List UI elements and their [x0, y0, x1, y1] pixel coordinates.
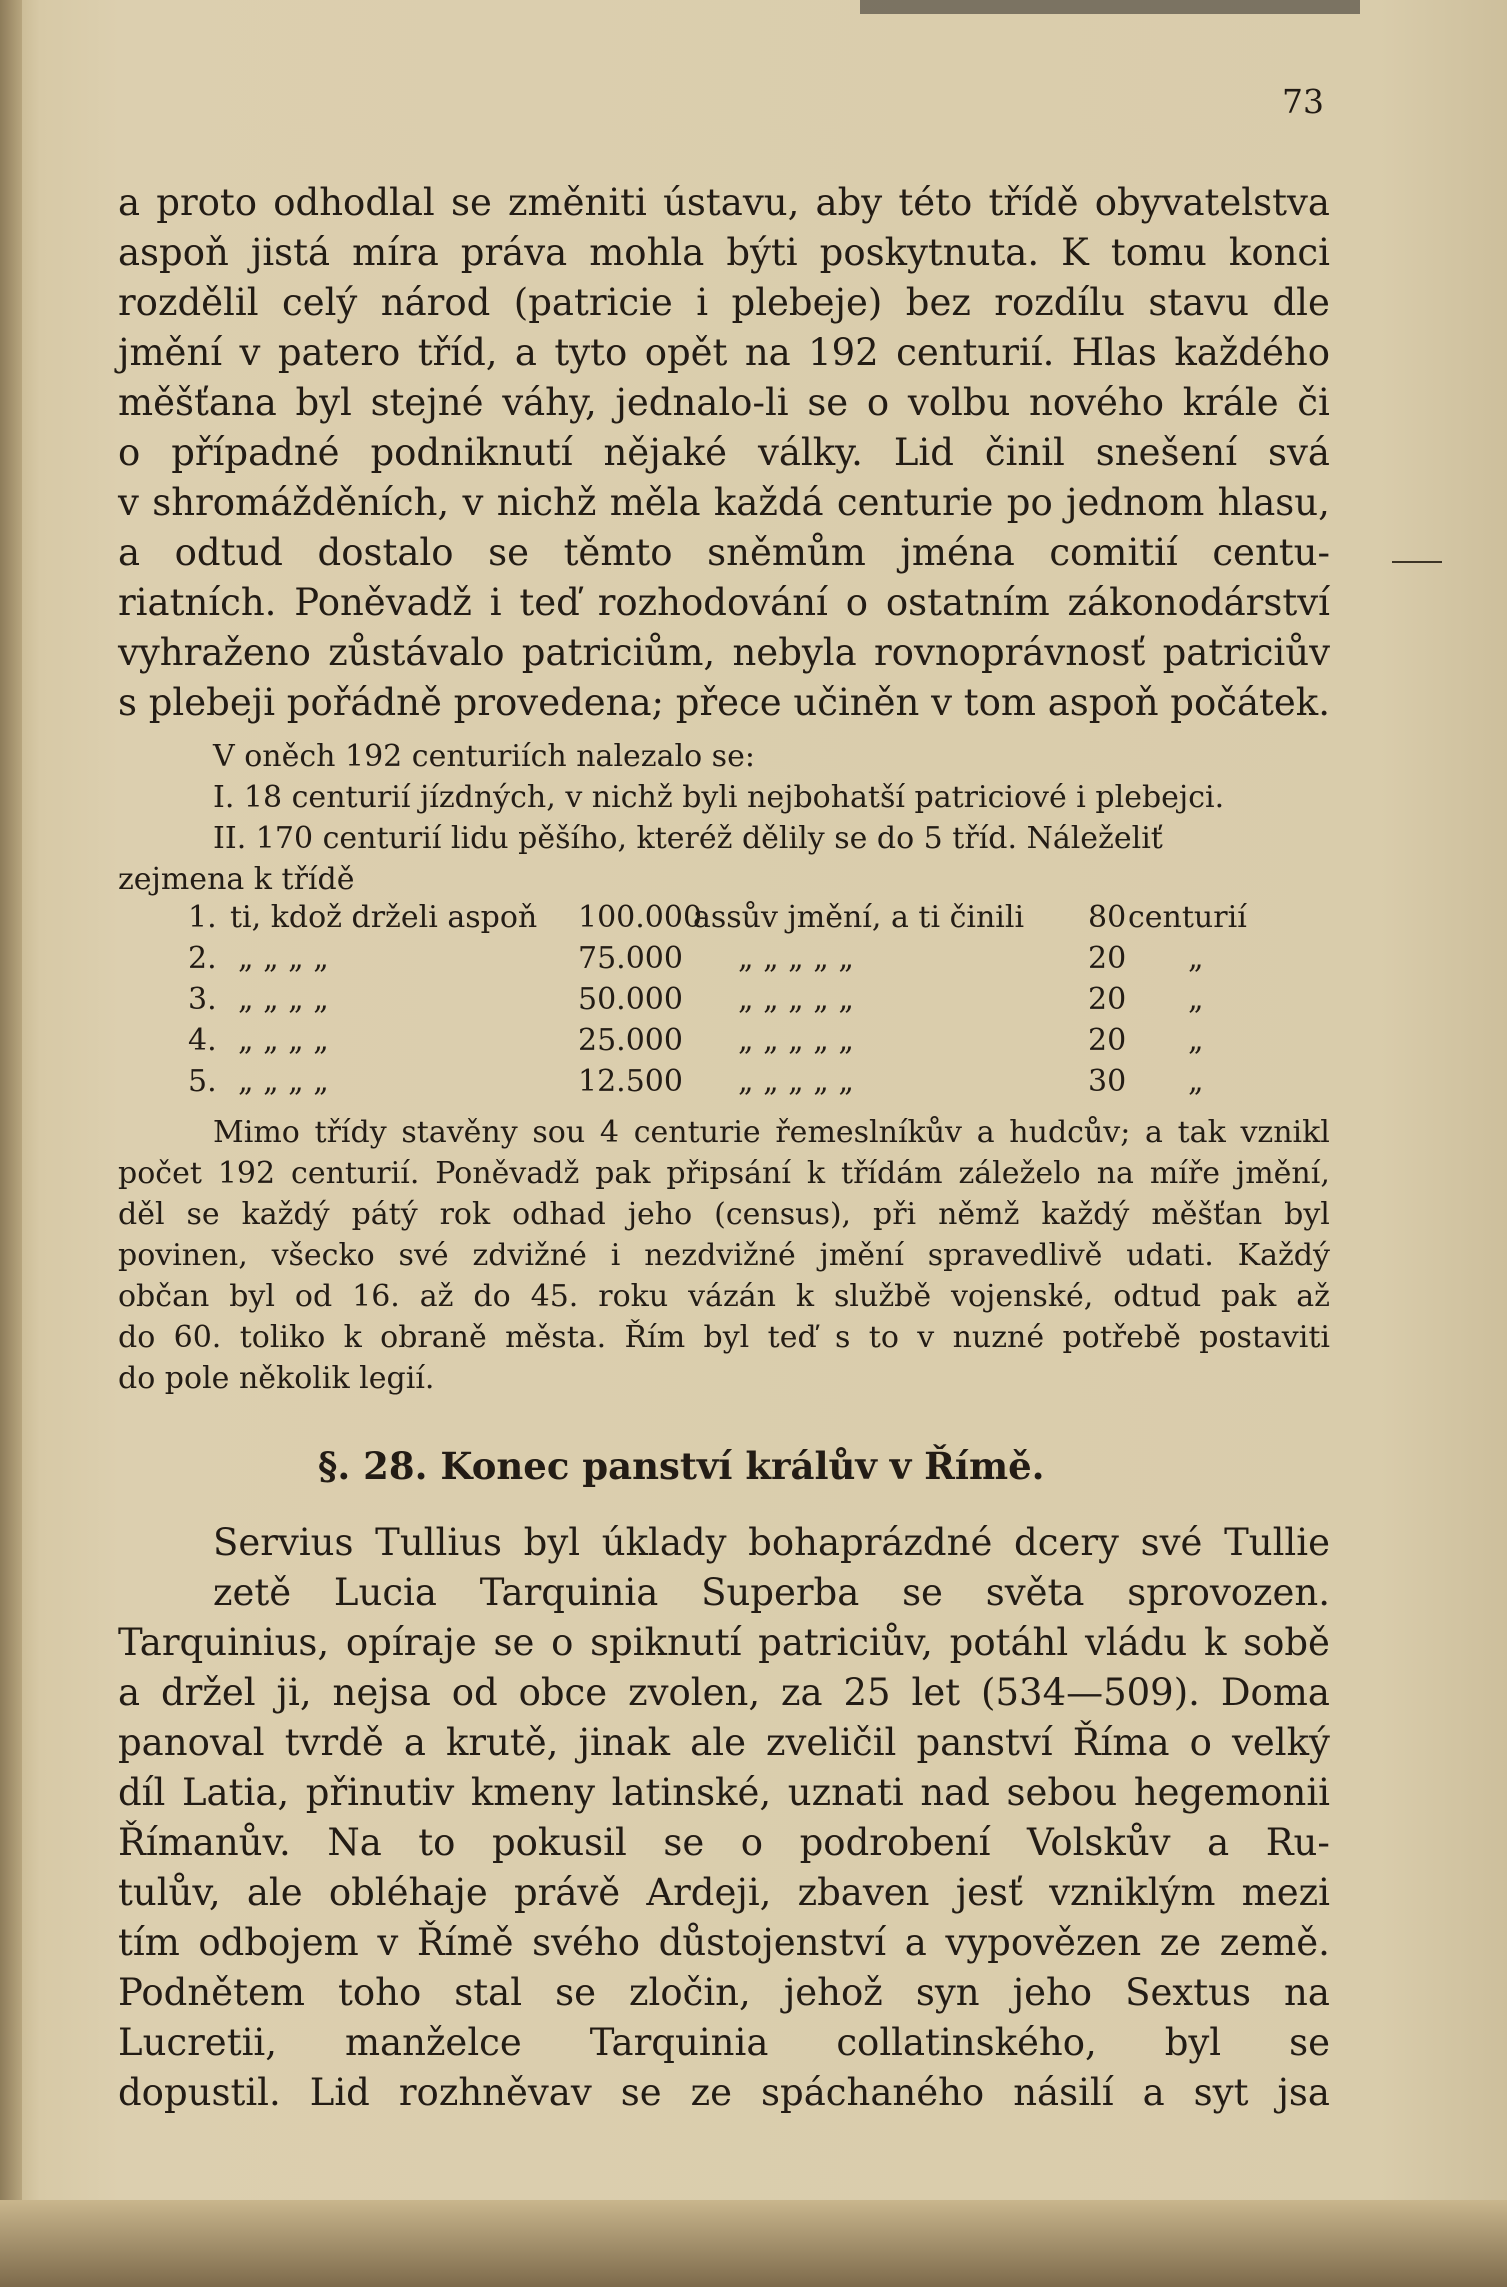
- line-text: jmění v patero tříd, a tyto opět na 192 centurií. Hlas každého: [118, 331, 1330, 374]
- text-line: [118, 1194, 1330, 1235]
- text-line: [118, 1968, 1330, 2018]
- line-text: Římanův. Na to pokusil se o podrobení Volskův a Ru-: [118, 1821, 1330, 1864]
- line-text: počet 192 centurií. Poněvadž pak připsání k třídám záleželo na míře jmění,: [118, 1156, 1330, 1191]
- small-print-2: [118, 1112, 1330, 1399]
- line-text: Mimo třídy stavěny sou 4 centurie řemeslníkův a hudcův; a tak vznikl: [213, 1115, 1330, 1150]
- class-amount: 50.000: [578, 982, 683, 1017]
- line-text: tulův, ale obléhaje právě Ardeji, zbaven jesť vzniklým mezi: [118, 1871, 1330, 1914]
- text-line: [118, 1668, 1330, 1718]
- page-bottom-edge: [0, 2200, 1507, 2287]
- class-count: 80: [1088, 900, 1127, 935]
- small-print-1: [118, 736, 1330, 900]
- class-amount: 12.500: [578, 1064, 683, 1099]
- book-binding-edge: [0, 0, 22, 2287]
- line-text: o případné podniknutí nějaké války. Lid činil snešení svá: [118, 431, 1330, 474]
- text-line: [118, 1112, 1330, 1153]
- line-text: Servius Tullius byl úklady bohaprázdné dcery své Tullie: [213, 1521, 1330, 1564]
- line-text: a držel ji, nejsa od obce zvolen, za 25 let (534—509). Doma: [118, 1671, 1330, 1714]
- text-line: [118, 1235, 1330, 1276]
- line-text: rozdělil celý národ (patricie i plebeje) bez rozdílu stavu dle: [118, 281, 1330, 324]
- class-number: 5.: [188, 1064, 217, 1099]
- class-ditto: „: [1188, 941, 1204, 976]
- class-number: 3.: [188, 982, 217, 1017]
- line-text: riatních. Poněvadž i teď rozhodování o ostatním zákonodárství: [118, 581, 1330, 624]
- text-line: [118, 178, 1330, 228]
- line-text: dopustil. Lid rozhněvav se ze spáchaného násilí a syt jsa: [118, 2071, 1330, 2114]
- line-text: Tarquinius, opíraje se o spiknutí patriciův, potáhl vládu k sobě: [118, 1621, 1330, 1664]
- text-line: [118, 2068, 1330, 2118]
- text-line: [118, 1153, 1330, 1194]
- class-amount: 25.000: [578, 1023, 683, 1058]
- class-ditto: „: [1188, 982, 1204, 1017]
- paragraph-2: [118, 1518, 1330, 2118]
- line-text: povinen, všecko své zdvižné i nezdvižné jmění spravedlivě udati. Každý: [118, 1238, 1330, 1273]
- class-ditto: „: [1188, 1064, 1204, 1099]
- text-line: [118, 2018, 1330, 2068]
- class-ditto: „ „ „ „ „: [738, 1064, 854, 1099]
- class-ditto: „ „ „ „: [238, 1064, 329, 1099]
- text-line: [118, 478, 1330, 528]
- text-line: [118, 528, 1330, 578]
- class-ditto: „ „ „ „: [238, 941, 329, 976]
- class-count: 20: [1088, 1023, 1127, 1058]
- line-text: a proto odhodlal se změniti ústavu, aby této třídě obyvatelstva: [118, 181, 1330, 224]
- line-text: Podnětem toho stal se zločin, jehož syn jeho Sextus na: [118, 1971, 1330, 2014]
- text-line: [118, 578, 1330, 628]
- line-text: a odtud dostalo se těmto sněmům jména comitií centu-: [118, 531, 1330, 574]
- class-tail: assův jmění, a ti činili: [693, 900, 1025, 935]
- line-text: tím odbojem v Římě svého důstojenství a vypovězen ze země.: [118, 1921, 1330, 1964]
- small-line: I. 18 centurií jízdných, v nichž byli nejbohatší patriciové i plebejci.: [213, 780, 1225, 815]
- class-number: 2.: [188, 941, 217, 976]
- line-text: vyhraženo zůstávalo patriciům, nebyla rovnoprávnosť patriciův: [118, 631, 1330, 674]
- text-line: [118, 428, 1330, 478]
- class-ditto: „ „ „ „: [238, 982, 329, 1017]
- text-line: [118, 678, 1330, 728]
- line-text: děl se každý pátý rok odhad jeho (census), při němž každý měšťan byl: [118, 1197, 1330, 1232]
- text-line: [118, 1518, 1330, 1568]
- class-ditto: „: [1188, 1023, 1204, 1058]
- class-text: ti, kdož drželi aspoň: [230, 900, 538, 935]
- text-line: [118, 1358, 1330, 1399]
- line-text: panoval tvrdě a krutě, jinak ale zveličil panství Říma o velký: [118, 1721, 1330, 1764]
- line-text: v shromážděních, v nichž měla každá centurie po jednom hlasu,: [118, 481, 1330, 524]
- text-line: [118, 328, 1330, 378]
- top-shadow-band: [860, 0, 1360, 14]
- line-text: do pole několik legií.: [118, 1361, 435, 1396]
- text-line: [118, 278, 1330, 328]
- small-line: V oněch 192 centuriích nalezalo se:: [213, 739, 755, 774]
- text-line: [118, 1768, 1330, 1818]
- text-line: [118, 1718, 1330, 1768]
- class-amount: 100.000: [578, 900, 703, 935]
- class-count: 20: [1088, 982, 1127, 1017]
- line-text: díl Latia, přinutiv kmeny latinské, uznati nad sebou hegemonii: [118, 1771, 1330, 1814]
- class-amount: 75.000: [578, 941, 683, 976]
- page-number: 73: [1282, 82, 1324, 121]
- text-line: [118, 1568, 1330, 1618]
- line-text: aspoň jistá míra práva mohla býti poskytnuta. K tomu konci: [118, 231, 1330, 274]
- text-line: [118, 1276, 1330, 1317]
- class-count: 30: [1088, 1064, 1127, 1099]
- text-line: [118, 228, 1330, 278]
- class-ditto: „ „ „ „ „: [738, 1023, 854, 1058]
- line-text: občan byl od 16. až do 45. roku vázán k službě vojenské, odtud pak až: [118, 1279, 1330, 1314]
- text-line: [118, 378, 1330, 428]
- class-ditto: „ „ „ „ „: [738, 982, 854, 1017]
- line-text: měšťana byl stejné váhy, jednalo-li se o volbu nového krále či: [118, 381, 1330, 424]
- small-line: zejmena k třídě: [118, 862, 355, 897]
- small-line: II. 170 centurií lidu pěšího, kteréž dělily se do 5 tříd. Náleželiť: [213, 821, 1163, 856]
- line-text: zetě Lucia Tarquinia Superba se světa sprovozen.: [213, 1571, 1330, 1614]
- text-line: [118, 1818, 1330, 1868]
- class-ditto: „ „ „ „: [238, 1023, 329, 1058]
- paragraph-1: [118, 178, 1330, 728]
- class-unit: centurií: [1128, 900, 1247, 935]
- section-heading: §. 28. Konec panství králův v Římě.: [318, 1444, 1045, 1488]
- class-count: 20: [1088, 941, 1127, 976]
- text-line: [118, 1618, 1330, 1668]
- class-ditto: „ „ „ „ „: [738, 941, 854, 976]
- text-line: [118, 1317, 1330, 1358]
- margin-mark: [1392, 561, 1442, 563]
- text-line: [118, 1868, 1330, 1918]
- line-text: s plebeji pořádně provedena; přece učiněn v tom aspoň počátek.: [118, 681, 1330, 724]
- class-number: 4.: [188, 1023, 217, 1058]
- line-text: do 60. toliko k obraně města. Řím byl teď s to v nuzné potřebě postaviti: [118, 1320, 1330, 1355]
- text-line: [118, 1918, 1330, 1968]
- line-text: Lucretii, manželce Tarquinia collatinského, byl se: [118, 2021, 1330, 2064]
- class-number: 1.: [188, 900, 217, 935]
- text-line: [118, 628, 1330, 678]
